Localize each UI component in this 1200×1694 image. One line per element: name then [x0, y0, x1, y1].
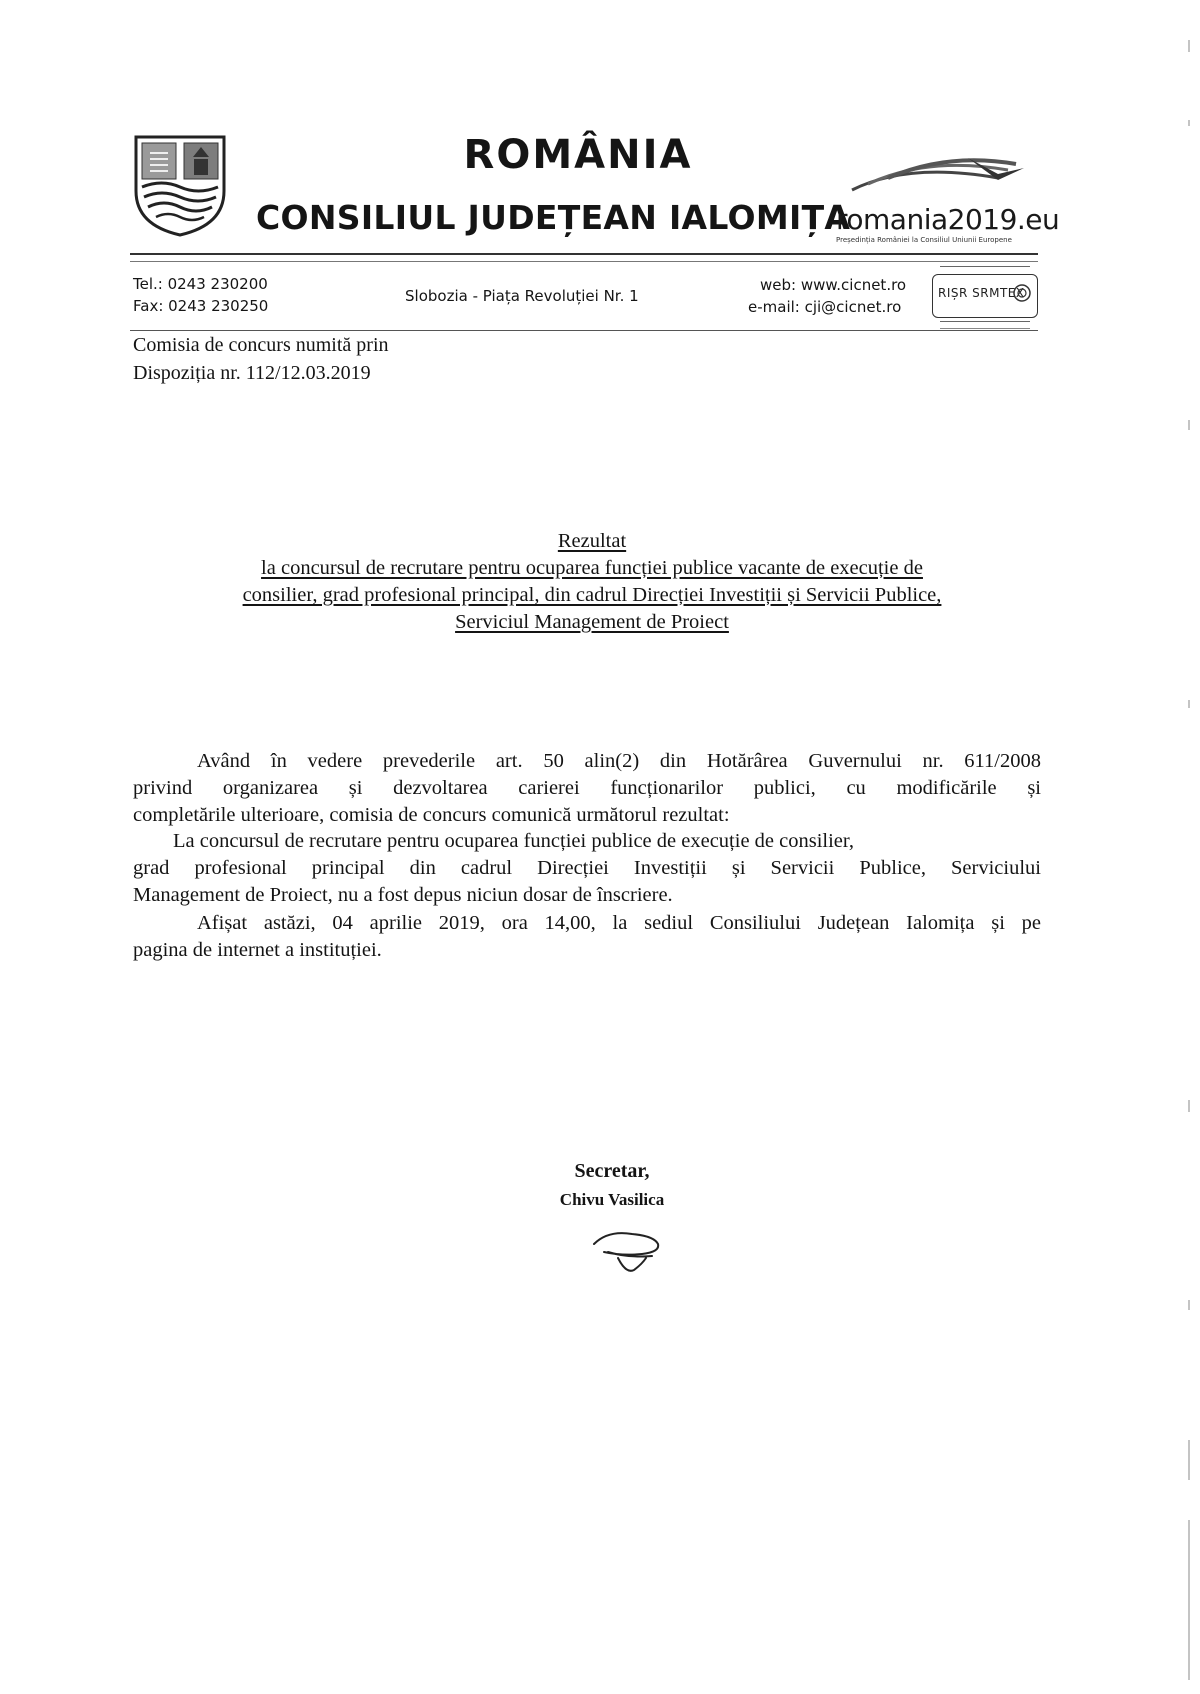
paragraph-line: grad profesional principal din cadrul Direcției Investiții și Servicii Publice, Serviciului — [133, 857, 1041, 879]
address: Slobozia - Piața Revoluției Nr. 1 — [405, 287, 639, 305]
paragraph-result — [133, 828, 1041, 909]
certification-label: RIȘR SRMTEX — [938, 286, 1025, 300]
signatory-name: Chivu Vasilica — [559, 1190, 665, 1209]
disposition-reference: Dispoziția nr. 112/12.03.2019 — [133, 362, 371, 384]
document-title — [168, 528, 1016, 636]
title-line-2: la concursul de recrutare pentru ocuparea funcției publice vacante de execuție de — [261, 557, 923, 579]
certification-line-top — [940, 266, 1030, 271]
paragraph-line: privind organizarea și dezvoltarea carierei funcționarilor publici, cu modificările și — [133, 777, 1041, 799]
fax-number: Fax: 0243 230250 — [133, 297, 269, 315]
title-line-3: consilier, grad profesional principal, din cadrul Direcției Investiții și Servicii Publice, — [242, 584, 942, 606]
committee-note: Comisia de concurs numită prin — [133, 334, 389, 356]
presidency-website: romania2019.eu — [836, 203, 1060, 236]
letterhead-divider-top — [130, 253, 1038, 262]
paragraph-line: Având în vedere prevederile art. 50 alin(2) din Hotărârea Guvernului nr. 611/2008 — [197, 750, 1041, 772]
paragraph-legal-basis — [133, 748, 1041, 829]
website: web: www.cicnet.ro — [760, 276, 907, 294]
phone-number: Tel.: 0243 230200 — [133, 275, 268, 293]
paragraph-posting — [133, 910, 1041, 964]
paragraph-line: completările ulterioare, comisia de concurs comunică următorul rezultat: — [133, 804, 730, 826]
romania2019-swoosh-logo — [848, 152, 1028, 198]
title-line-4: Serviciul Management de Proiect — [455, 611, 729, 633]
paragraph-line: Afișat astăzi, 04 aprilie 2019, ora 14,00, la sediul Consiliului Județean Ialomița și pe — [197, 912, 1041, 934]
signatory-role: Secretar, — [574, 1160, 650, 1182]
letterhead-divider-bottom — [130, 330, 1038, 331]
presidency-tagline: Președinția României la Consiliul Uniunii Europene — [836, 236, 1012, 244]
paragraph-line: Management de Proiect, nu a fost depus niciun dosar de înscriere. — [133, 884, 673, 906]
title-line-1: Rezultat — [557, 530, 627, 552]
council-heading: CONSILIUL JUDEȚEAN IALOMIȚA — [256, 198, 851, 237]
email: e-mail: cji@cicnet.ro — [748, 298, 902, 316]
certification-line-bottom — [940, 321, 1030, 329]
scan-margin-marks — [1186, 0, 1192, 1694]
paragraph-line: pagina de internet a instituției. — [133, 939, 382, 961]
paragraph-line: La concursul de recrutare pentru ocuparea funcției publice de execuție de consilier, — [173, 830, 855, 852]
coat-of-arms-logo — [132, 133, 228, 237]
certification-seal-icon — [1012, 283, 1032, 303]
country-heading: ROMÂNIA — [463, 132, 693, 178]
handwritten-signature — [588, 1222, 668, 1278]
